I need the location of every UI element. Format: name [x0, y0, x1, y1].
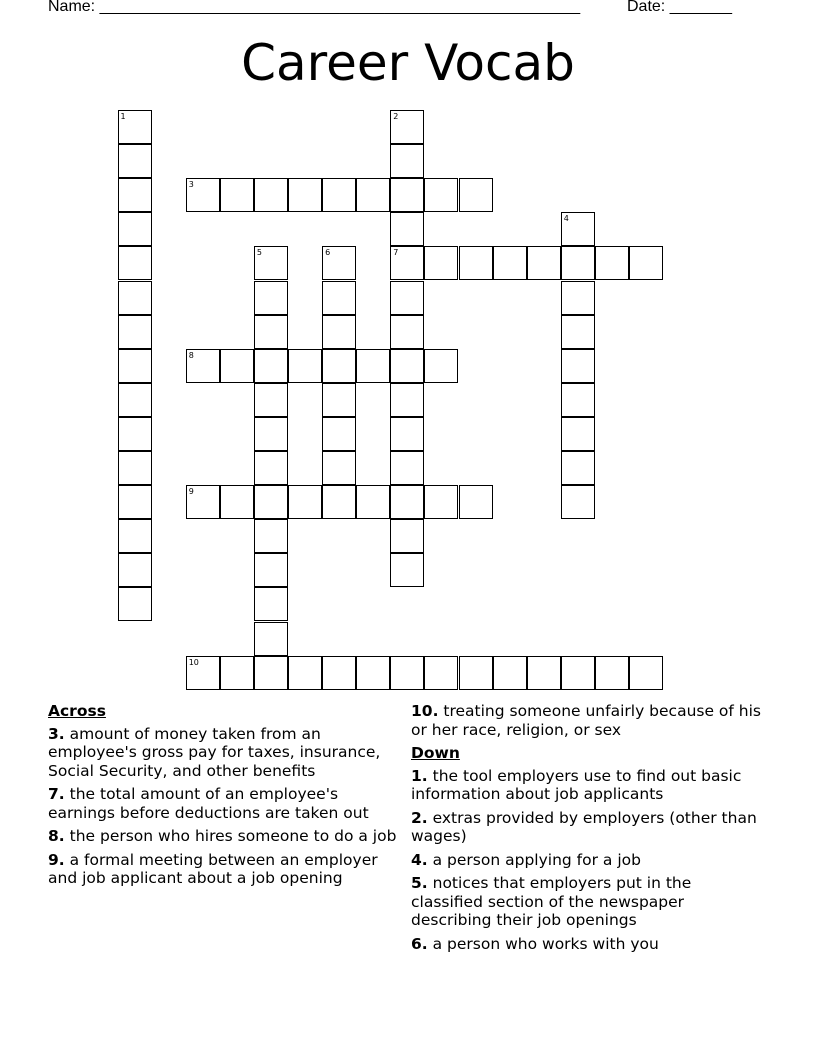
grid-cell[interactable] — [390, 451, 424, 485]
clue-across-7 — [48, 785, 404, 822]
grid-cell[interactable] — [288, 485, 322, 519]
grid-cell[interactable] — [356, 656, 390, 690]
grid-cell[interactable] — [459, 246, 493, 280]
clue-down-2 — [411, 809, 761, 846]
cell-number: 5 — [256, 248, 262, 258]
clue-text: a formal meeting between an employer and job applicant about a job opening — [48, 850, 378, 887]
clue-number: 2. — [411, 808, 428, 827]
grid-cell[interactable] — [561, 315, 595, 349]
grid-cell[interactable] — [118, 246, 152, 280]
grid-cell[interactable] — [390, 281, 424, 315]
grid-cell[interactable] — [390, 349, 424, 383]
grid-cell[interactable] — [254, 622, 288, 656]
clue-number: 10. — [411, 702, 439, 720]
grid-cell[interactable] — [254, 281, 288, 315]
grid-cell[interactable] — [561, 383, 595, 417]
grid-cell[interactable] — [390, 519, 424, 553]
grid-cell[interactable] — [629, 246, 663, 280]
clue-number: 8. — [48, 827, 65, 845]
grid-cell[interactable] — [561, 246, 595, 280]
grid-cell[interactable] — [118, 315, 152, 349]
grid-cell[interactable] — [424, 178, 458, 212]
grid-cell[interactable] — [390, 178, 424, 212]
cell-number: 7 — [393, 248, 399, 258]
across-heading: Across — [48, 702, 106, 720]
grid-cell[interactable] — [356, 485, 390, 519]
grid-cell[interactable] — [629, 656, 663, 690]
grid-cell[interactable] — [288, 349, 322, 383]
grid-cell[interactable] — [390, 212, 424, 246]
grid-cell[interactable] — [118, 553, 152, 587]
grid-cell[interactable] — [561, 656, 595, 690]
grid-cell[interactable] — [254, 349, 288, 383]
grid-cell[interactable] — [220, 178, 254, 212]
cell-number: 8 — [188, 350, 194, 360]
grid-cell[interactable] — [356, 349, 390, 383]
grid-cell[interactable] — [254, 587, 288, 621]
clue-number: 1. — [411, 766, 428, 785]
grid-cell[interactable] — [118, 212, 152, 246]
clue-text: a person applying for a job — [432, 850, 641, 869]
grid-cell[interactable] — [424, 246, 458, 280]
grid-cell[interactable] — [118, 587, 152, 621]
grid-cell[interactable] — [118, 110, 152, 144]
clue-number: 4. — [411, 850, 428, 869]
grid-cell[interactable] — [322, 485, 356, 519]
clue-number: 5. — [411, 874, 428, 892]
grid-cell[interactable] — [493, 656, 527, 690]
grid-cell[interactable] — [322, 246, 356, 280]
grid-cell[interactable] — [390, 485, 424, 519]
grid-cell[interactable] — [424, 349, 458, 383]
clue-across-8 — [48, 827, 404, 846]
cell-number: 3 — [188, 180, 194, 190]
clue-number: 3. — [48, 724, 65, 743]
grid-cell[interactable] — [118, 519, 152, 553]
grid-cell[interactable] — [254, 451, 288, 485]
grid-cell[interactable] — [424, 656, 458, 690]
grid-cell[interactable] — [288, 178, 322, 212]
grid-cell[interactable] — [459, 178, 493, 212]
grid-cell[interactable] — [118, 281, 152, 315]
grid-cell[interactable] — [390, 110, 424, 144]
cell-number: 4 — [563, 214, 569, 224]
clue-number: 9. — [48, 850, 65, 869]
grid-cell[interactable] — [254, 417, 288, 451]
grid-cell[interactable] — [118, 417, 152, 451]
grid-cell[interactable] — [322, 656, 356, 690]
grid-cell[interactable] — [390, 383, 424, 417]
grid-cell[interactable] — [595, 246, 629, 280]
grid-cell[interactable] — [220, 485, 254, 519]
grid-cell[interactable] — [288, 656, 322, 690]
grid-cell[interactable] — [220, 656, 254, 690]
grid-cell[interactable] — [459, 485, 493, 519]
clue-text: amount of money taken from an employee's gross pay for taxes, insurance, Social Security, and other benefits — [48, 724, 381, 780]
grid-cell[interactable] — [254, 246, 288, 280]
clue-text: treating someone unfairly because of his or her race, religion, or sex — [411, 702, 762, 739]
grid-cell[interactable] — [254, 519, 288, 553]
clue-text: the tool employers use to find out basic information about job applicants — [411, 766, 742, 803]
clue-text: notices that employers put in the classified section of the newspaper describing their job openings — [411, 874, 692, 929]
clue-text: the total amount of an employee's earnings before deductions are taken out — [48, 785, 369, 822]
grid-cell[interactable] — [356, 178, 390, 212]
cell-number: 2 — [393, 112, 399, 121]
grid-cell[interactable] — [595, 656, 629, 690]
grid-cell[interactable] — [561, 417, 595, 451]
grid-cell[interactable] — [118, 178, 152, 212]
grid-cell[interactable] — [322, 451, 356, 485]
grid-cell[interactable] — [254, 553, 288, 587]
grid-cell[interactable] — [118, 451, 152, 485]
grid-cell[interactable] — [561, 212, 595, 246]
grid-cell[interactable] — [493, 246, 527, 280]
clue-text: extras provided by employers (other than wages) — [411, 808, 757, 845]
down-heading: Down — [411, 744, 460, 762]
grid-cell[interactable] — [390, 144, 424, 178]
grid-cell[interactable] — [186, 178, 220, 212]
grid-cell[interactable] — [186, 656, 220, 690]
page-title: Career Vocab — [241, 34, 575, 92]
clue-across-9 — [48, 851, 404, 888]
grid-cell[interactable] — [118, 349, 152, 383]
grid-cell[interactable] — [527, 246, 561, 280]
grid-cell[interactable] — [390, 553, 424, 587]
clue-text: the person who hires someone to do a job — [69, 827, 397, 845]
grid-cell[interactable] — [424, 485, 458, 519]
grid-cell[interactable] — [220, 349, 254, 383]
clues-left-column — [48, 702, 404, 893]
date-line: Date: _______ — [627, 0, 732, 15]
grid-cell[interactable] — [390, 246, 424, 280]
grid-cell[interactable] — [561, 451, 595, 485]
clue-number: 6. — [411, 934, 428, 953]
grid-cell[interactable] — [459, 656, 493, 690]
clue-text: a person who works with you — [432, 934, 659, 953]
grid-cell[interactable] — [390, 315, 424, 349]
grid-cell[interactable] — [322, 383, 356, 417]
grid-cell[interactable] — [254, 485, 288, 519]
grid-cell[interactable] — [118, 144, 152, 178]
grid-cell[interactable] — [390, 656, 424, 690]
clue-across-3 — [48, 725, 404, 781]
grid-cell[interactable] — [322, 349, 356, 383]
grid-cell[interactable] — [186, 485, 220, 519]
clue-number: 7. — [48, 785, 65, 803]
clue-down-4 — [411, 851, 761, 870]
grid-cell[interactable] — [322, 178, 356, 212]
clue-down-1 — [411, 767, 761, 804]
grid-cell[interactable] — [527, 656, 561, 690]
grid-cell[interactable] — [118, 383, 152, 417]
clue-down-5 — [411, 874, 761, 930]
cell-number: 1 — [120, 112, 126, 121]
grid-cell[interactable] — [186, 349, 220, 383]
clues-right-column — [411, 702, 761, 958]
grid-cell[interactable] — [561, 349, 595, 383]
cell-number: 6 — [325, 248, 331, 258]
cell-number: 9 — [188, 487, 194, 497]
grid-cell[interactable] — [322, 315, 356, 349]
grid-cell[interactable] — [322, 417, 356, 451]
grid-cell[interactable] — [561, 281, 595, 315]
grid-cell[interactable] — [254, 383, 288, 417]
grid-cell[interactable] — [254, 656, 288, 690]
cell-number: 10 — [188, 657, 199, 667]
grid-cell[interactable] — [254, 178, 288, 212]
grid-cell[interactable] — [254, 315, 288, 349]
grid-cell[interactable] — [561, 485, 595, 519]
name-line: Name: ______________________________________________________ — [48, 0, 581, 15]
clue-down-6 — [411, 935, 761, 954]
grid-cell[interactable] — [322, 281, 356, 315]
grid-cell[interactable] — [118, 485, 152, 519]
grid-cell[interactable] — [390, 417, 424, 451]
clue-across-10 — [411, 702, 761, 739]
